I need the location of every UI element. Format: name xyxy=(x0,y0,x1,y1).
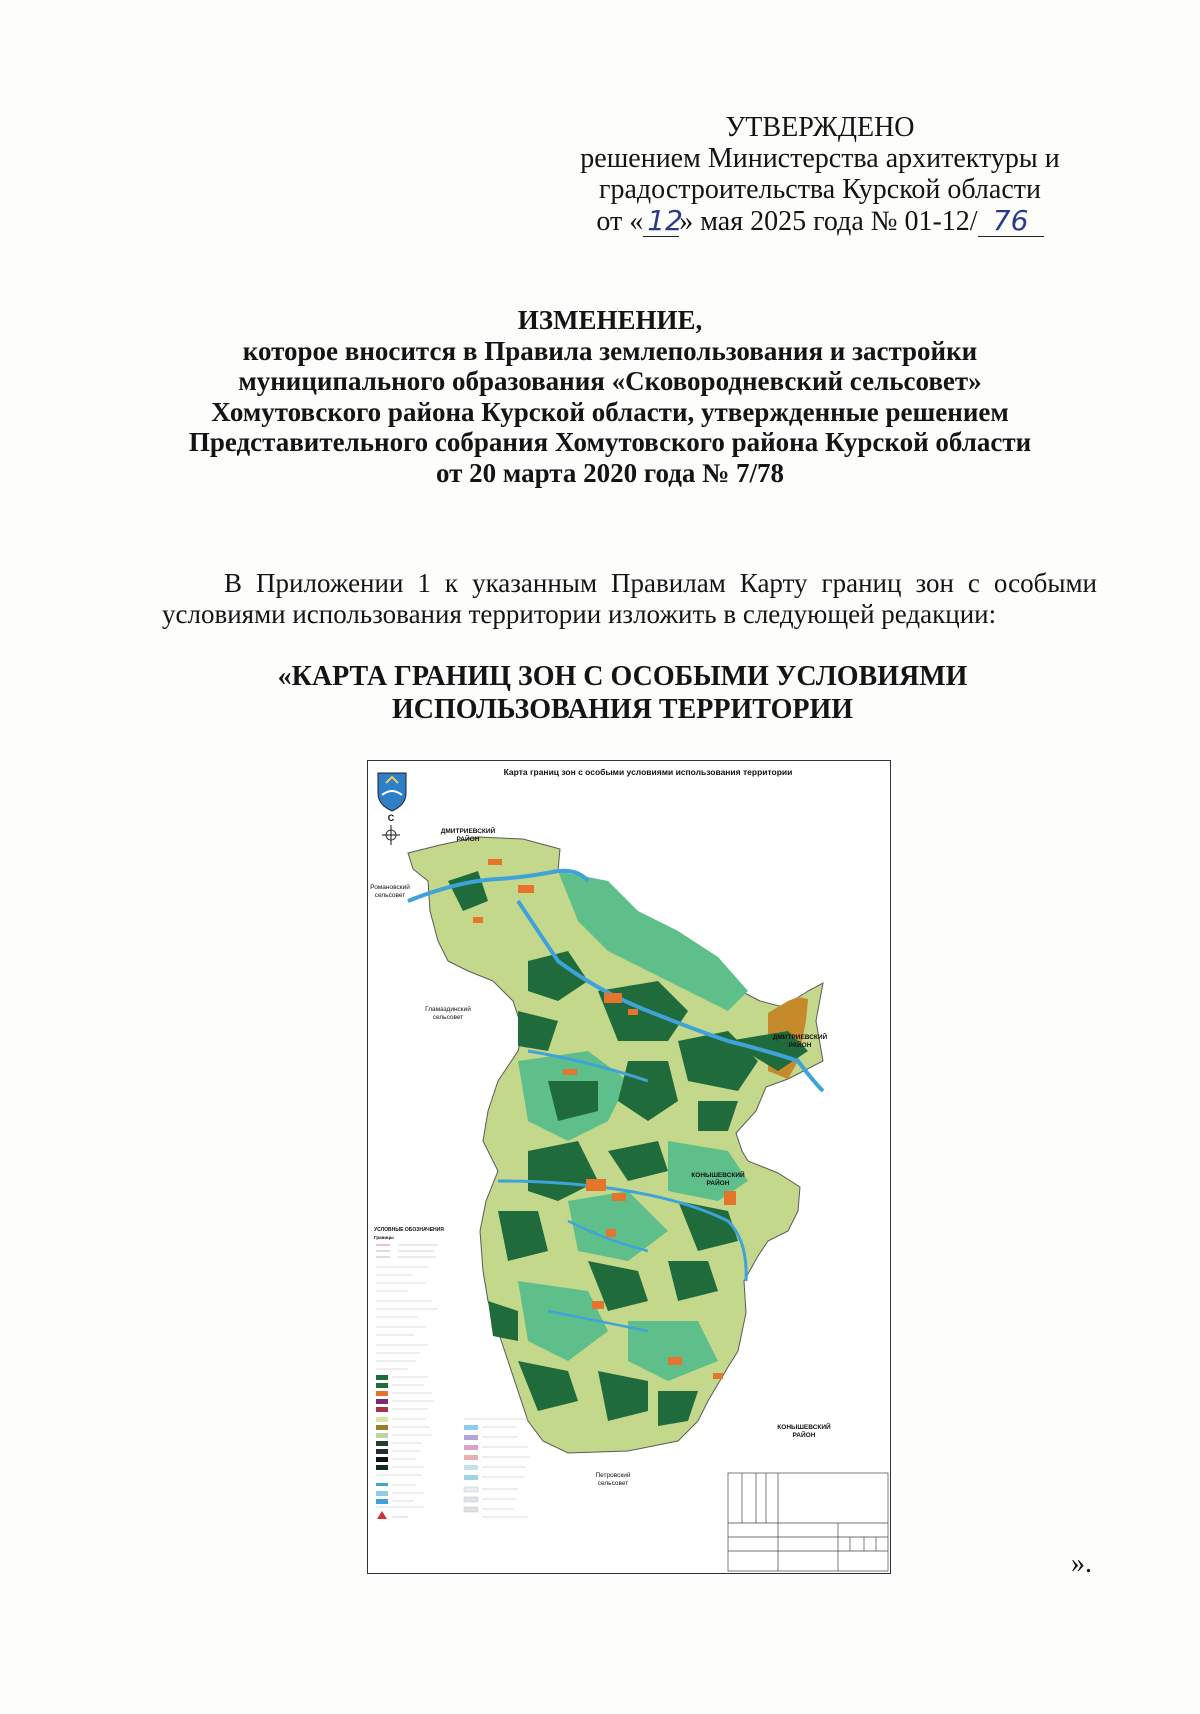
label-rayon-4: РАЙОН xyxy=(792,1432,816,1439)
map-heading-line-1: «КАРТА ГРАНИЦ ЗОН С ОСОБЫМИ УСЛОВИЯМИ xyxy=(277,661,968,692)
approval-block xyxy=(560,112,1080,237)
approval-line-2: градостроительства Курской области xyxy=(599,174,1041,205)
approval-date-line xyxy=(560,205,1080,237)
map-heading-line-2: ИСПОЛЬЗОВАНИЯ ТЕРРИТОРИИ xyxy=(391,694,854,725)
label-glamazdinsky: Гламаздинский xyxy=(425,1006,471,1013)
label-dmitrievsky-2: ДМИТРИЕВСКИЙ xyxy=(772,1034,828,1041)
coat-of-arms-icon xyxy=(378,773,406,811)
title-line-6: от 20 марта 2020 года № 7/78 xyxy=(436,457,784,488)
north-label: С xyxy=(387,813,395,823)
approval-heading: УТВЕРЖДЕНО xyxy=(725,112,915,143)
legend-group-1: Границы xyxy=(374,1235,394,1240)
document-title xyxy=(150,305,1070,488)
approval-line-1: решением Министерства архитектуры и xyxy=(580,143,1060,174)
legend-title: УСЛОВНЫЕ ОБОЗНАЧЕНИЯ xyxy=(374,1227,444,1233)
label-konyshevsky-1: КОНЫШЕВСКИЙ xyxy=(691,1172,745,1179)
title-line-5: Представительного собрания Хомутовского района Курской области xyxy=(188,427,1032,457)
map-image xyxy=(367,760,891,1574)
map-title: Карта границ зон с особыми условиями использования территории xyxy=(503,767,793,777)
title-line-2: которое вносится в Правила землепользования и застройки xyxy=(242,335,978,366)
label-konyshevsky-2: КОНЫШЕВСКИЙ xyxy=(777,1424,831,1431)
body-paragraph: В Приложении 1 к указанным Правилам Карту границ зон с особыми условиями использования территории изложить в следующей редакции: xyxy=(162,568,1097,629)
map-heading xyxy=(200,660,1045,726)
title-line-1: ИЗМЕНЕНИЕ, xyxy=(517,305,703,335)
title-line-4: Хомутовского района Курской области, утвержденные решением xyxy=(211,396,1009,427)
label-selsovet-2: сельсовет xyxy=(432,1014,464,1021)
title-stamp xyxy=(728,1473,888,1571)
map-svg xyxy=(368,761,890,1573)
body-text xyxy=(162,568,1097,630)
title-line-3: муниципального образования «Сковородневский сельсовет» xyxy=(238,366,982,396)
label-dmitrievsky-1: ДМИТРИЕВСКИЙ xyxy=(440,828,496,835)
label-rayon-1: РАЙОН xyxy=(456,836,480,843)
north-arrow-icon xyxy=(382,813,400,845)
handwritten-number: 76 xyxy=(978,205,1044,237)
label-selsovet-3: сельсовет xyxy=(597,1480,629,1487)
closing-quote: ». xyxy=(1071,1548,1092,1579)
label-rayon-3: РАЙОН xyxy=(706,1180,730,1187)
label-selsovet-1: сельсовет xyxy=(374,892,406,899)
date-prefix: от « xyxy=(596,206,644,237)
label-rayon-2: РАЙОН xyxy=(788,1042,812,1049)
label-petrovsky: Петровский xyxy=(595,1472,631,1479)
label-romanovsky: Романовский xyxy=(370,884,410,891)
date-middle: » мая 2025 года № 01-12/ xyxy=(679,206,978,237)
handwritten-day: 12 xyxy=(643,205,679,237)
